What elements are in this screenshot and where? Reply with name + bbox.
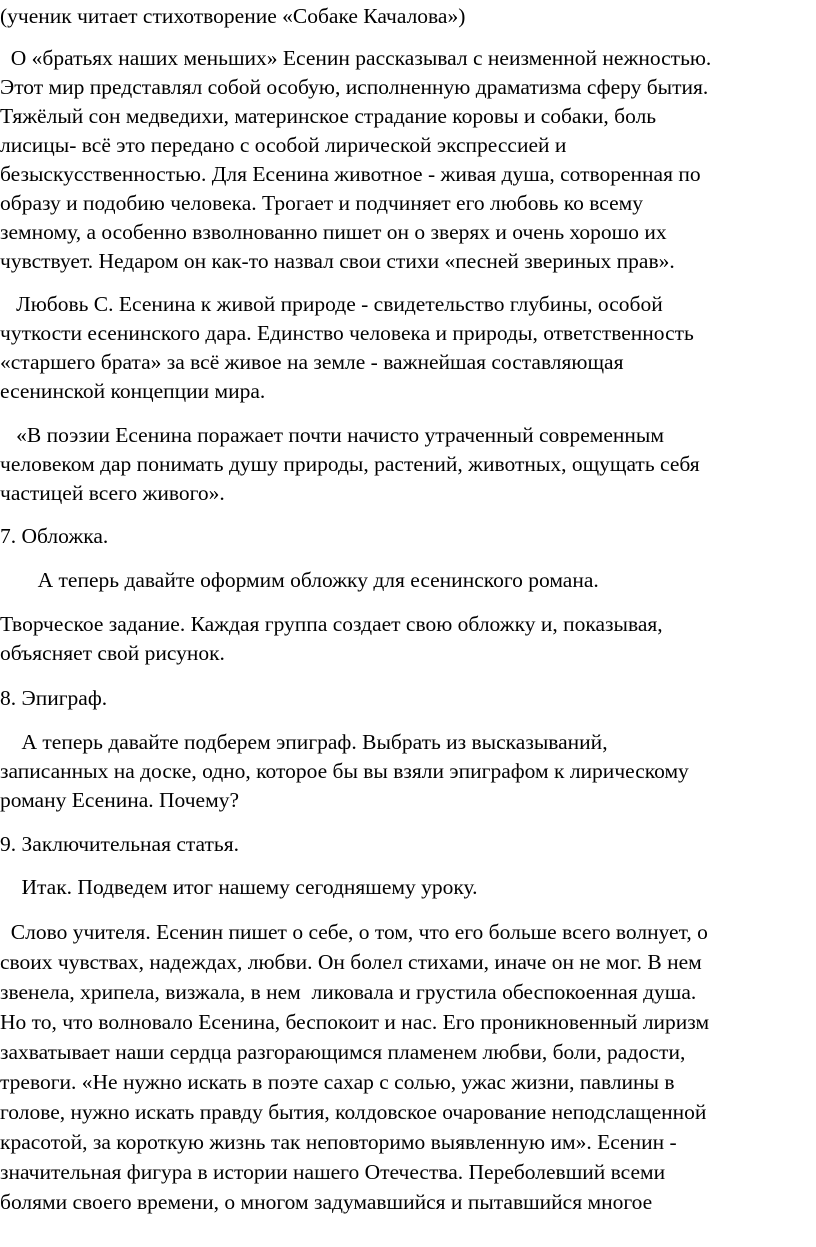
text-line: тревоги. «Не нужно искать в поэте сахар с солью, ужас жизни, павлины в — [0, 1070, 675, 1094]
text-line: захватывает наши сердца разгорающимся пламенем любви, боли, радости, — [0, 1040, 686, 1064]
text-line: безыскусственностью. Для Есенина животное - живая душа, сотворенная по — [0, 162, 701, 186]
text-line: роману Есенина. Почему? — [0, 788, 239, 812]
section-heading-epigraph: 8. Эпиграф. — [0, 686, 108, 710]
text-line: чуткости есенинского дара. Единство человека и природы, ответственность — [0, 321, 694, 345]
section-heading-final-article: 9. Заключительная статья. — [0, 832, 239, 856]
text-line: Тяжёлый сон медведихи, материнское страдание коровы и собаки, боль — [0, 104, 657, 128]
text-line: А теперь давайте подберем эпиграф. Выбрать из высказываний, — [0, 730, 608, 754]
text-line: объясняет свой рисунок. — [0, 641, 225, 665]
text-line: земному, а особенно взволнованно пишет он о зверях и очень хорошо их — [0, 220, 667, 244]
text-line: «В поэзии Есенина поражает почти начисто утраченный современным — [0, 423, 664, 447]
text-line: «старшего брата» за всё живое на земле - важнейшая составляющая — [0, 350, 624, 374]
text-line: лисицы- всё это передано с особой лирической экспрессией и — [0, 133, 567, 157]
text-line: записанных на доске, одно, которое бы вы взяли эпиграфом к лирическому — [0, 759, 689, 783]
text-line: образу и подобию человека. Трогает и подчиняет его любовь ко всему — [0, 191, 643, 215]
text-line: Любовь С. Есенина к живой природе - свидетельство глубины, особой — [0, 292, 663, 316]
text-line: А теперь давайте оформим обложку для есенинского романа. — [0, 568, 599, 592]
text-line: Слово учителя. Есенин пишет о себе, о том, что его больше всего волнует, о — [0, 920, 708, 944]
text-line: голове, нужно искать правду бытия, колдовское очарование неподслащенной — [0, 1100, 707, 1124]
text-line: Но то, что волновало Есенина, беспокоит и нас. Его проникновенный лиризм — [0, 1010, 710, 1034]
text-line: значительная фигура в истории нашего Отечества. Переболевший всеми — [0, 1160, 666, 1184]
text-line: О «братьях наших меньших» Есенин рассказывал с неизменной нежностью. — [0, 46, 712, 70]
text-line: звенела, хрипела, визжала, в нем ликовала и грустила обеспокоенная душа. — [0, 980, 697, 1004]
text-line: болями своего времени, о многом задумавшийся и пытавшийся многое — [0, 1190, 653, 1214]
text-line: Творческое задание. Каждая группа создает свою обложку и, показывая, — [0, 612, 663, 636]
text-line: частицей всего живого». — [0, 481, 225, 505]
intro-line: (ученик читает стихотворение «Собаке Качалова») — [0, 4, 466, 28]
text-line: Итак. Подведем итог нашему сегодняшему уроку. — [0, 875, 478, 899]
text-line: Этот мир представлял собой особую, исполненную драматизма сферу бытия. — [0, 75, 709, 99]
text-line: человеком дар понимать душу природы, растений, животных, ощущать себя — [0, 452, 700, 476]
text-line: чувствует. Недаром он как-то назвал свои стихи «песней звериных прав». — [0, 249, 675, 273]
text-line: есенинской концепции мира. — [0, 379, 266, 403]
section-heading-cover: 7. Обложка. — [0, 524, 109, 548]
text-line: своих чувствах, надеждах, любви. Он болел стихами, иначе он не мог. В нем — [0, 950, 702, 974]
text-line: красотой, за короткую жизнь так неповторимо выявленную им». Есенин - — [0, 1130, 677, 1154]
